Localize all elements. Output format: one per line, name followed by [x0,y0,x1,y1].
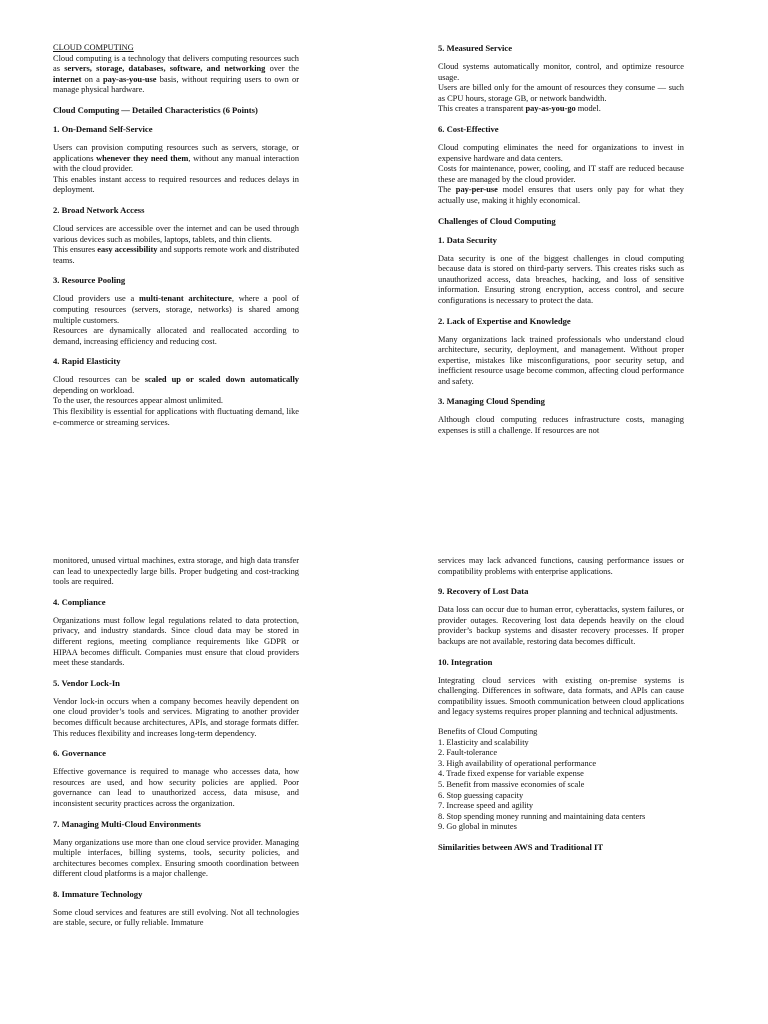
paragraph: monitored, unused virtual machines, extra storage, and high data transfer can lead to unexpectedly large bills. Proper budgeting and cost-tracking tools are required. [53,556,299,587]
doc-title: CLOUD COMPUTING [53,43,134,52]
page2-left-column [53,556,299,929]
paragraph: Cloud systems automatically monitor, control, and optimize resource usage. [438,62,684,82]
section-heading: 8. Immature Technology [53,888,143,899]
page1-left-column [53,43,299,428]
paragraph: The pay-per-use model ensures that users only pay for what they actually use, making it highly economical. [438,185,684,205]
paragraph: Cloud computing eliminates the need for organizations to invest in expensive hardware and data centers. [438,142,684,163]
section-heading: 1. Data Security [438,234,497,245]
paragraph: To the user, the resources appear almost unlimited. [53,396,224,406]
paragraph: Cloud services are accessible over the internet and can be used through various devices such as mobiles, laptops, tablets, and thin clients. [53,223,299,244]
similarities-heading: Similarities between AWS and Traditional IT [438,841,604,852]
section-heading: 4. Compliance [53,596,106,607]
section-heading: 3. Resource Pooling [53,275,126,286]
characteristics-heading: Cloud Computing — Detailed Characteristics (6 Points) [53,104,258,115]
section-heading: 2. Broad Network Access [53,204,145,215]
benefits-heading: Benefits of Cloud Computing [438,726,538,736]
section-heading: 9. Recovery of Lost Data [438,586,529,597]
list-item: 6. Stop guessing capacity [438,790,524,800]
paragraph: Although cloud computing reduces infrastructure costs, managing expenses is still a challenge. If resources are not [438,415,684,436]
benefits-list [438,738,684,833]
section-heading: 6. Cost-Effective [438,123,499,134]
paragraph: This enables instant access to required resources and reduces delays in deployment. [53,174,299,195]
paragraph: Data loss can occur due to human error, cyberattacks, system failures, or provider outages. Recovering lost data depends heavily on the cloud provider’s backup systems and disaster recovery processes. If proper backups are not available, restoring data becomes difficult. [438,605,684,646]
page1-right-column [438,43,684,437]
paragraph: Many organizations lack trained professionals who understand cloud architecture, security, deployment, and management. Without proper expertise, mistakes like misconfigurations, poor security setup, and inefficient resource usage become common, affecting cloud performance and safety. [438,334,684,386]
paragraph: Organizations must follow legal regulations related to data protection, privacy, and industry standards. Since cloud data may be stored in different regions, meeting compliance requirements like GDPR or HIPAA becomes difficult. Companies must ensure that cloud providers meet these standards. [53,615,299,668]
paragraph: This flexibility is essential for applications with fluctuating demand, like e-commerce or streaming services. [53,407,299,427]
paragraph: Some cloud services and features are still evolving. Not all technologies are stable, secure, or fully reliable. Immature [53,907,299,928]
list-item: 5. Benefit from massive economies of scale [438,779,585,789]
paragraph: Many organizations use more than one cloud service provider. Managing multiple interfaces, billing systems, tools, security policies, and architectures becomes complex. Ensuring smooth coordination between different cloud platforms is a major challenge. [53,837,299,879]
paragraph: This ensures easy accessibility and supports remote work and distributed teams. [53,245,300,265]
paragraph: Users can provision computing resources such as servers, storage, or applications whenever they need them, without any manual interaction with the cloud provider. [53,142,300,174]
list-item: 7. Increase speed and agility [438,801,534,811]
section-heading: 10. Integration [438,656,493,667]
section-heading: 4. Rapid Elasticity [53,356,121,367]
paragraph: Cloud providers use a multi-tenant architecture, where a pool of computing resources (servers, storage, networks) is shared among multiple customers. [53,294,299,325]
paragraph: Cloud resources can be scaled up or scaled down automatically depending on workload. [53,375,299,395]
section-heading: 2. Lack of Expertise and Knowledge [438,315,571,326]
intro-paragraph: Cloud computing is a technology that delivers computing resources such as servers, storage, databases, software, and networking over the internet on a pay-as-you-use basis, without requiring users to own or manage physical hardware. [53,53,300,95]
section-heading: 6. Governance [53,748,106,759]
list-item: 4. Trade fixed expense for variable expense [438,769,584,779]
page2-right-column [438,556,684,861]
section-heading: 1. On-Demand Self-Service [53,123,153,134]
list-item: 9. Go global in minutes [438,822,517,832]
section-heading: 5. Measured Service [438,43,513,53]
section-heading: 3. Managing Cloud Spending [438,396,545,407]
paragraph: Costs for maintenance, power, cooling, and IT staff are reduced because these are managed by the cloud provider. [438,164,684,184]
list-item: 3. High availability of operational performance [438,758,597,768]
paragraph: Effective governance is required to manage who accesses data, how resources are used, and how security policies are applied. Poor governance can lead to unauthorized access, data misuse, and inconsistent security practices across the organization. [53,767,299,808]
paragraph: Resources are dynamically allocated and reallocated according to demand, increasing efficiency and reducing cost. [53,326,299,346]
paragraph: This creates a transparent pay-as-you-go model. [438,104,601,114]
paragraph: Users are billed only for the amount of resources they consume — such as CPU hours, storage GB, or network bandwidth. [438,83,684,103]
paragraph: Vendor lock-in occurs when a company becomes heavily dependent on one cloud provider’s tools and services. Migrating to another provider becomes difficult because architectures, APIs, and storage formats differ. This reduces flexibility and increases long-term dependency. [53,696,299,738]
list-item: 1. Elasticity and scalability [438,737,529,747]
challenges-heading: Challenges of Cloud Computing [438,215,556,226]
section-heading: 5. Vendor Lock-In [53,677,120,688]
list-item: 2. Fault-tolerance [438,748,498,758]
section-heading: 7. Managing Multi-Cloud Environments [53,818,201,829]
paragraph: Data security is one of the biggest challenges in cloud computing because data is stored on third-party servers. This creates risks such as unauthorized access, data breaches, hacking, and loss of sensitive information. Ensuring strong encryption, access control, and secure configurations is necessary to protect the data. [438,253,684,305]
list-item: 8. Stop spending money running and maintaining data centers [438,811,646,821]
paragraph: Integrating cloud services with existing on-premise systems is challenging. Differences in software, data formats, and APIs can cause compatibility issues. Smooth communication between cloud applications and legacy systems requires proper planning and technical adjustments. [438,675,684,717]
paragraph: services may lack advanced functions, causing performance issues or compatibility problems with enterprise applications. [438,556,684,576]
